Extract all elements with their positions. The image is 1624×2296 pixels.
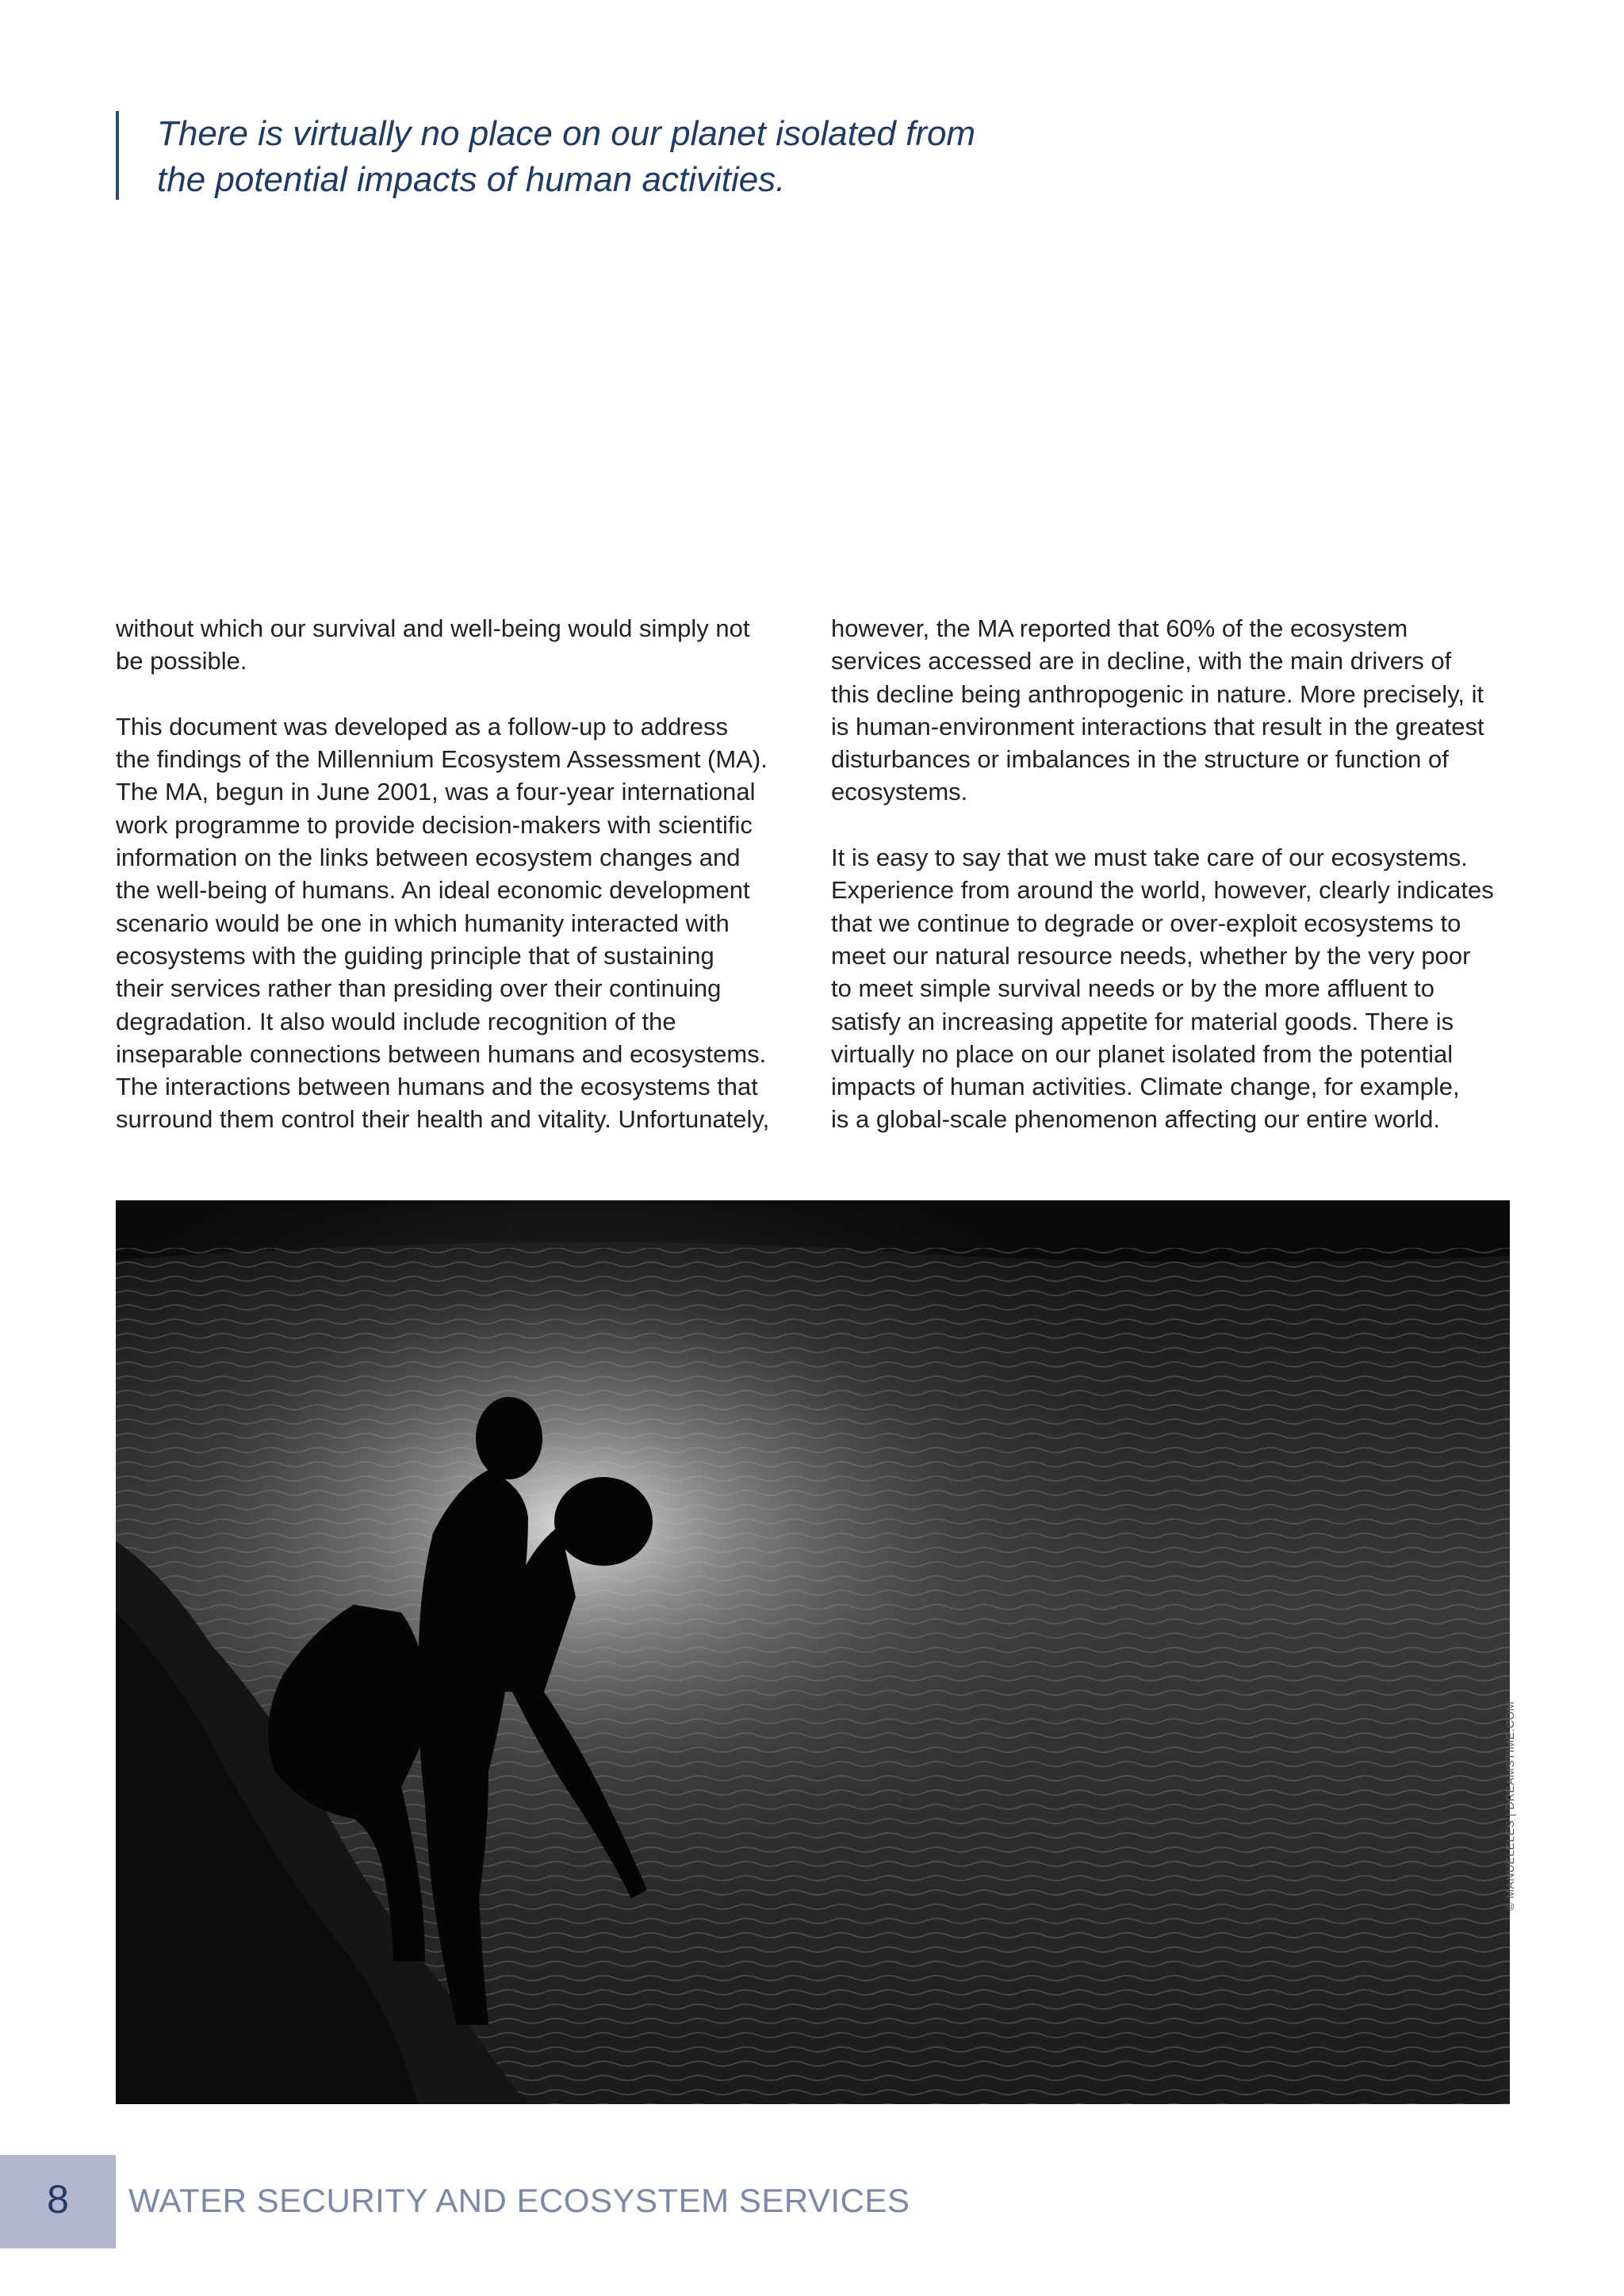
body-line: disturbances or imbalances in the structure or function of bbox=[831, 745, 1449, 774]
body-line: surround them control their health and vitality. Unfortunately, bbox=[116, 1105, 770, 1134]
pull-quote bbox=[116, 111, 1029, 200]
pull-quote-line-1: There is virtually no place on our planet isolated from bbox=[157, 114, 976, 153]
body-line: satisfy an increasing appetite for material goods. There is bbox=[831, 1007, 1454, 1035]
pull-quote-line-2: the potential impacts of human activities. bbox=[157, 160, 786, 199]
body-line: This document was developed as a follow-up to address bbox=[116, 712, 728, 740]
body-line: is human-environment interactions that result in the greatest bbox=[831, 712, 1484, 740]
body-line: however, the MA reported that 60% of the ecosystem bbox=[831, 614, 1408, 642]
body-line: ecosystems. bbox=[831, 778, 968, 806]
body-line: impacts of human activities. Climate change, for example, bbox=[831, 1073, 1460, 1101]
body-line: is a global-scale phenomenon affecting our entire world. bbox=[831, 1105, 1441, 1134]
body-column-right bbox=[831, 612, 1529, 1136]
body-line: inseparable connections between humans and ecosystems. bbox=[116, 1039, 767, 1068]
body-line: virtually no place on our planet isolated from the potential bbox=[831, 1039, 1454, 1068]
body-line: the well-being of humans. An ideal economic development bbox=[116, 876, 750, 905]
body-line: services accessed are in decline, with the main drivers of bbox=[831, 647, 1452, 675]
body-line: their services rather than presiding over their continuing bbox=[116, 974, 722, 1003]
body-line: that we continue to degrade or over-exploit ecosystems to bbox=[831, 909, 1461, 937]
paragraph-gap bbox=[116, 678, 814, 710]
body-line: It is easy to say that we must take care of our ecosystems. bbox=[831, 844, 1468, 872]
body-line: work programme to provide decision-makers with scientific bbox=[116, 810, 753, 839]
body-line: information on the links between ecosystem changes and bbox=[116, 844, 741, 872]
body-line: degradation. It also would include recognition of the bbox=[116, 1007, 676, 1035]
body-line: scenario would be one in which humanity interacted with bbox=[116, 909, 730, 937]
body-column-left bbox=[116, 612, 814, 1136]
body-line: be possible. bbox=[116, 647, 247, 675]
body-line: the findings of the Millennium Ecosystem Assessment (MA). bbox=[116, 745, 768, 774]
paragraph-gap bbox=[831, 809, 1529, 841]
body-line: meet our natural resource needs, whether by the very poor bbox=[831, 941, 1471, 970]
water-silhouette-photo bbox=[116, 1200, 1510, 2104]
photo-credit: © MANUELELES | DREAMSTIME.COM bbox=[1503, 1701, 1516, 1911]
footer-title: WATER SECURITY AND ECOSYSTEM SERVICES bbox=[128, 2182, 910, 2219]
body-line: The MA, begun in June 2001, was a four-year international bbox=[116, 778, 756, 806]
body-line: The interactions between humans and the ecosystems that bbox=[116, 1073, 758, 1101]
body-line: to meet simple survival needs or by the more affluent to bbox=[831, 974, 1435, 1003]
body-line: Experience from around the world, however, clearly indicates bbox=[831, 876, 1494, 905]
body-line: ecosystems with the guiding principle that of sustaining bbox=[116, 941, 714, 970]
body-line: this decline being anthropogenic in nature. More precisely, it bbox=[831, 679, 1484, 708]
page-number: 8 bbox=[47, 2177, 69, 2221]
body-line: without which our survival and well-being would simply not bbox=[116, 614, 750, 642]
